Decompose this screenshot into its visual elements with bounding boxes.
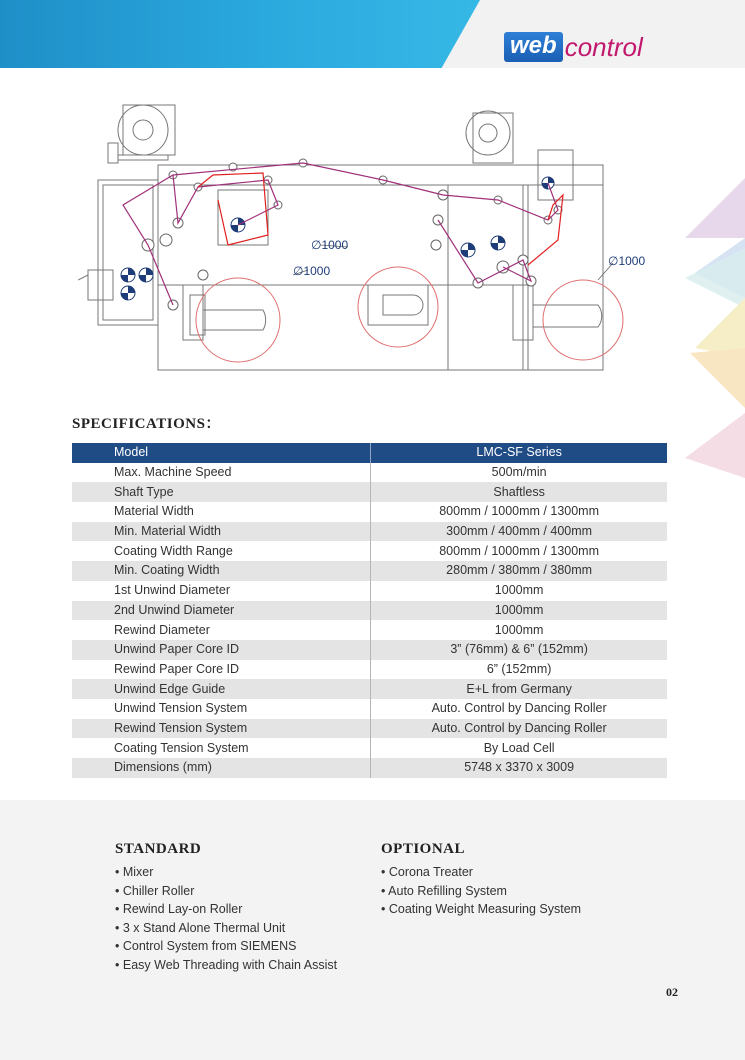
optional-list-item <box>381 900 581 919</box>
table-row <box>72 561 667 581</box>
diameter-label-1: ∅1000 <box>311 238 349 252</box>
table-row <box>72 581 667 601</box>
spec-value: E+L from Germany <box>371 679 667 699</box>
table-row <box>72 719 667 739</box>
optional-list-item <box>381 882 581 901</box>
diameter-label-3: ∅1000 <box>608 254 646 268</box>
spec-label: Dimensions (mm) <box>72 758 371 778</box>
spec-value: Auto. Control by Dancing Roller <box>371 699 667 719</box>
spec-value: 300mm / 400mm / 400mm <box>371 522 667 542</box>
spec-label: Coating Width Range <box>114 543 233 558</box>
standard-list-item <box>115 863 337 882</box>
spec-label: 1st Unwind Diameter <box>114 583 231 598</box>
spec-label: Min. Coating Width <box>72 561 371 581</box>
list-item-text: Corona Treater <box>388 865 473 879</box>
spec-value: Auto. Control by Dancing Roller <box>371 719 667 739</box>
bullet: • <box>115 865 123 879</box>
machine-schematic <box>78 95 678 380</box>
spec-label: Max. Machine Speed <box>114 465 232 480</box>
spec-value: 800mm / 1000mm / 1300mm <box>371 541 667 561</box>
spec-label: Shaft Type <box>72 482 371 502</box>
bottom-background <box>0 800 745 1060</box>
specifications-table <box>72 443 667 778</box>
spec-label: Unwind Edge Guide <box>72 679 371 699</box>
table-row <box>72 640 667 660</box>
logo-web: web <box>504 32 563 62</box>
bullet: • <box>381 883 389 898</box>
list-item-text: Easy Web Threading with Chain Assist <box>122 957 338 972</box>
header-blue-banner <box>0 0 480 68</box>
spec-value: Shaftless <box>371 482 667 502</box>
diameter-label-2: ∅1000 <box>293 264 331 278</box>
bullet: • <box>115 920 123 935</box>
decorative-triangles <box>685 178 745 478</box>
spec-label: Unwind Tension System <box>114 701 248 716</box>
bullet: • <box>381 902 389 916</box>
spec-value: 6” (152mm) <box>371 660 667 680</box>
header-series: LMC-SF Series <box>371 443 667 463</box>
bullet: • <box>381 865 389 879</box>
standard-list-item <box>115 956 337 975</box>
spec-value: 3” (76mm) & 6” (152mm) <box>371 640 667 660</box>
standard-list-item <box>115 919 337 938</box>
bullet: • <box>115 902 123 916</box>
table-row <box>72 502 667 522</box>
list-item-text: Coating Weight Measuring System <box>388 902 582 916</box>
table-row <box>72 738 667 758</box>
spec-label: 2nd Unwind Diameter <box>72 601 371 621</box>
spec-label: Rewind Diameter <box>114 622 210 637</box>
list-item-text: Auto Refilling System <box>388 883 507 898</box>
standard-heading: STANDARD <box>115 841 202 857</box>
spec-label: Min. Material Width <box>72 522 371 542</box>
spec-value: By Load Cell <box>371 738 667 758</box>
spec-value: 1000mm <box>371 620 667 640</box>
table-row <box>72 463 667 483</box>
bullet: • <box>115 883 123 898</box>
page-number: 02 <box>666 985 678 999</box>
spec-value: 280mm / 380mm / 380mm <box>371 561 667 581</box>
logo-control: control <box>564 32 643 62</box>
header-model: Model <box>72 443 371 463</box>
specifications-heading: SPECIFICATIONS： <box>72 416 221 432</box>
spec-value: 500m/min <box>371 463 667 483</box>
spec-label: Rewind Tension System <box>72 719 371 739</box>
list-item-text: Mixer <box>122 865 154 879</box>
bullet: • <box>115 957 123 972</box>
list-item-text: 3 x Stand Alone Thermal Unit <box>122 920 286 935</box>
spec-label: Rewind Paper Core ID <box>114 661 240 676</box>
webcontrol-logo <box>504 32 643 62</box>
standard-list <box>115 841 337 974</box>
table-row <box>72 522 667 542</box>
standard-list-item <box>115 882 337 901</box>
list-item-text: Chiller Roller <box>122 883 195 898</box>
optional-list <box>381 841 581 919</box>
table-row <box>72 679 667 699</box>
optional-heading: OPTIONAL <box>381 841 466 857</box>
table-row <box>72 660 667 680</box>
table-header-row <box>72 443 667 463</box>
spec-value: 5748 x 3370 x 3009 <box>371 758 667 778</box>
spec-label: Unwind Paper Core ID <box>72 640 371 660</box>
optional-list-item <box>381 863 581 882</box>
standard-list-item <box>115 937 337 956</box>
bullet: • <box>115 939 123 953</box>
spec-value: 800mm / 1000mm / 1300mm <box>371 502 667 522</box>
table-row <box>72 482 667 502</box>
table-row <box>72 699 667 719</box>
list-item-text: Rewind Lay-on Roller <box>122 902 243 916</box>
spec-label: Material Width <box>114 504 194 519</box>
spec-value: 1000mm <box>371 581 667 601</box>
table-row <box>72 620 667 640</box>
spec-value: 1000mm <box>371 601 667 621</box>
standard-list-item <box>115 900 337 919</box>
spec-label: Coating Tension System <box>114 740 249 755</box>
list-item-text: Control System from SIEMENS <box>122 939 297 953</box>
table-row <box>72 601 667 621</box>
table-row <box>72 758 667 778</box>
table-row <box>72 541 667 561</box>
